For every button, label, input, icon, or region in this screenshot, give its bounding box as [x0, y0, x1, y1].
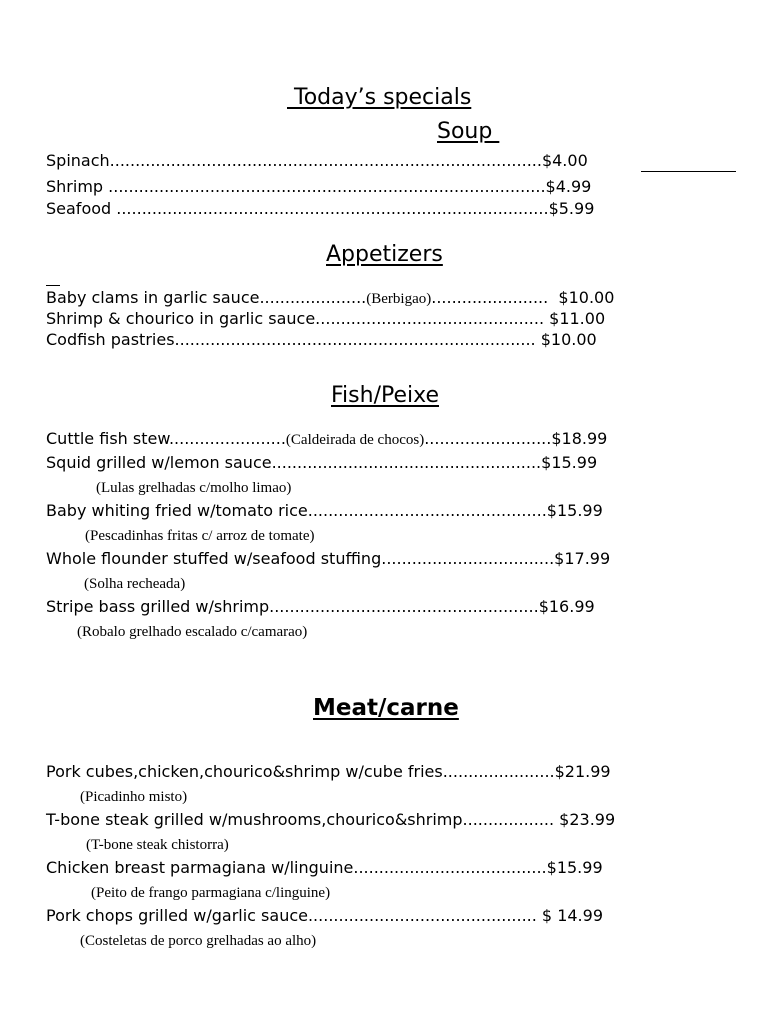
fish-item: Cuttle fish stew.......................(Caldeirada de chocos).........................$18.99	[46, 429, 608, 448]
fish-heading: Fish/Peixe	[331, 383, 439, 408]
meat-item: T-bone steak grilled w/mushrooms,chourico&shrimp.................. $23.99	[46, 810, 616, 829]
meat-item: Pork cubes,chicken,chourico&shrimp w/cube fries......................$21.99	[46, 762, 611, 781]
soup-item-seafood: Seafood .....................................................................................$5.99	[46, 199, 595, 218]
meat-item: Pork chops grilled w/garlic sauce............................................. $ 14.99	[46, 906, 603, 925]
appetizers-heading: Appetizers	[326, 242, 443, 267]
meat-item-translation: (Picadinho misto)	[80, 789, 188, 805]
page-title: Today’s specials	[287, 85, 472, 110]
short-rule	[46, 285, 60, 286]
appetizer-item: Baby clams in garlic sauce.....................(Berbigao)....................... $10.00	[46, 288, 615, 307]
fish-item-translation: (Solha recheada)	[84, 576, 186, 592]
fish-item: Whole flounder stuffed w/seafood stuffing..................................$17.99	[46, 549, 611, 568]
fish-item-translation: (Lulas grelhadas c/molho limao)	[96, 480, 292, 496]
soup-heading: Soup	[437, 119, 500, 144]
fish-item-translation: (Robalo grelhado escalado c/camarao)	[77, 624, 308, 640]
underline-rule	[641, 171, 736, 172]
meat-item-translation: (Peito de frango parmagiana c/linguine)	[91, 885, 331, 901]
meat-item-translation: (T-bone steak chistorra)	[86, 837, 229, 853]
soup-item-spinach: Spinach.....................................................................................$4.00	[46, 151, 588, 170]
appetizer-item: Codfish pastries....................................................................... $10.00	[46, 330, 597, 349]
fish-item-translation: (Pescadinhas fritas c/ arroz de tomate)	[85, 528, 315, 544]
meat-item: Chicken breast parmagiana w/linguine......................................$15.99	[46, 858, 603, 877]
meat-item-translation: (Costeletas de porco grelhadas ao alho)	[80, 933, 317, 949]
fish-item: Stripe bass grilled w/shrimp.....................................................$16.99	[46, 597, 595, 616]
meat-heading: Meat/carne	[313, 695, 459, 721]
fish-item: Baby whiting fried w/tomato rice...............................................$15.99	[46, 501, 603, 520]
appetizer-item: Shrimp & chourico in garlic sauce............................................. $11.00	[46, 309, 606, 328]
fish-item: Squid grilled w/lemon sauce.....................................................$15.99	[46, 453, 598, 472]
soup-item-shrimp: Shrimp ......................................................................................$4.99	[46, 177, 592, 196]
